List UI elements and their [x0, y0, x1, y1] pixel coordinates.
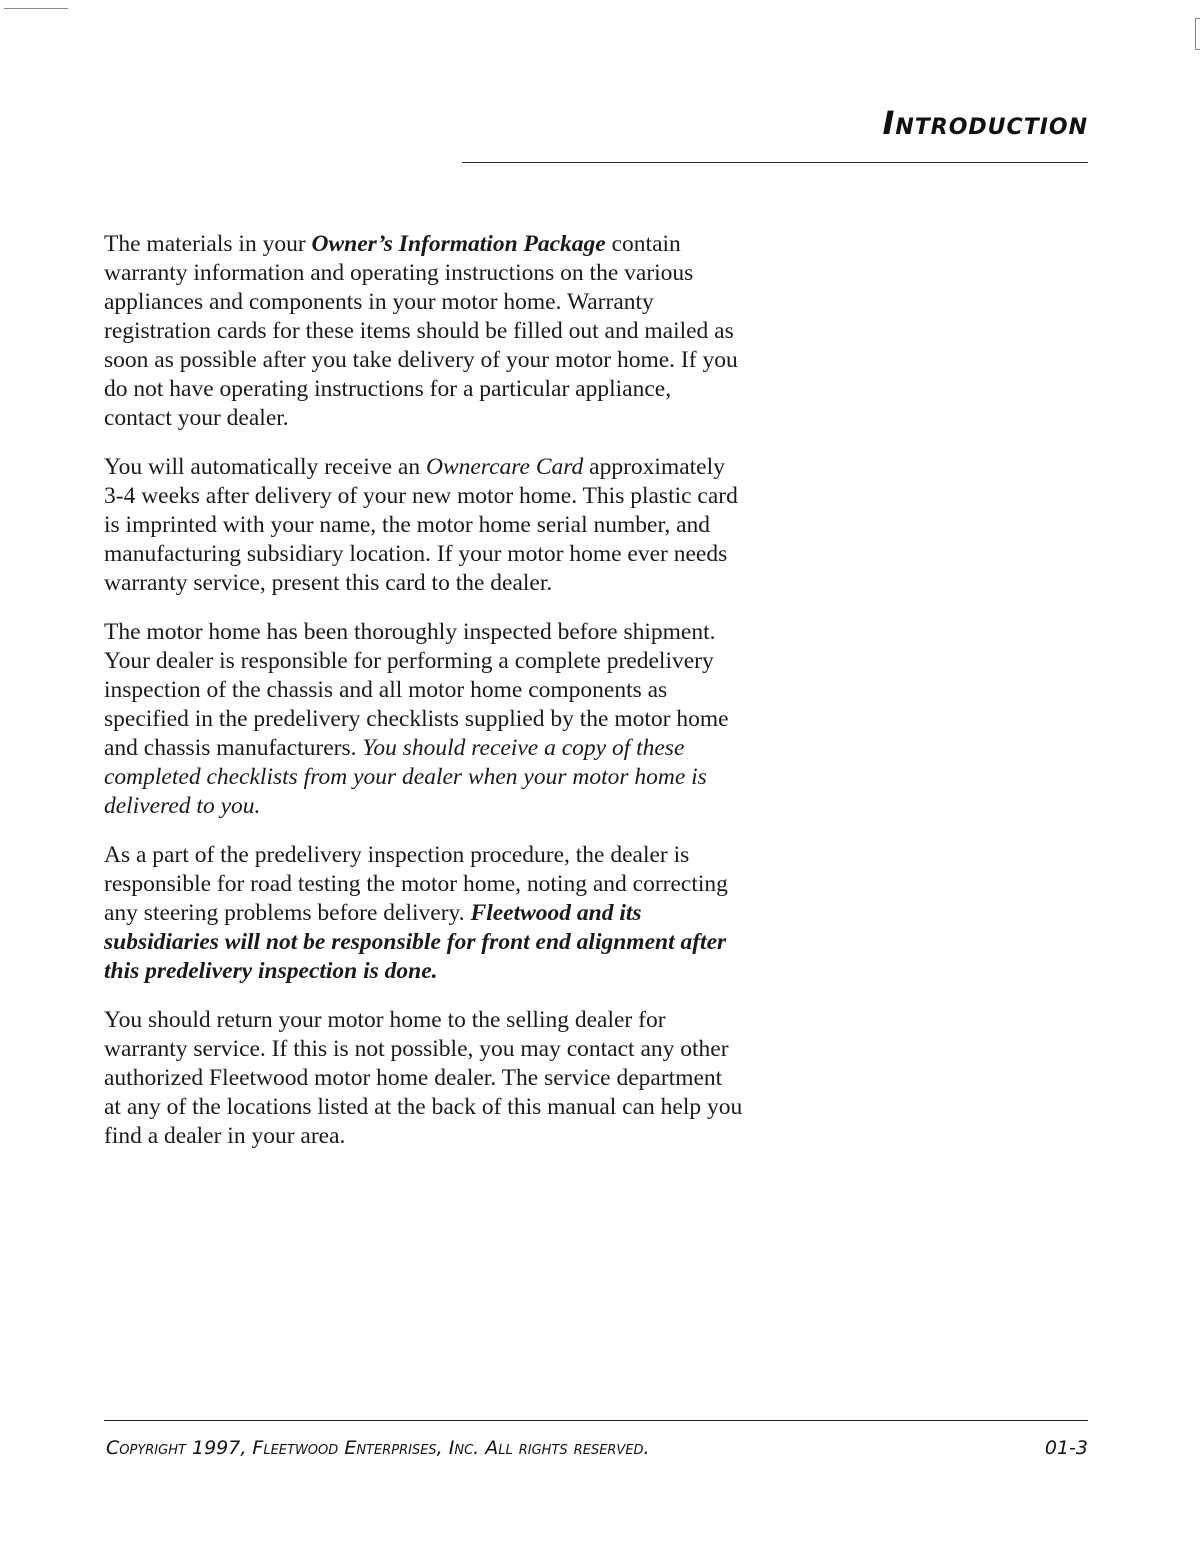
scan-artifact-right: [1195, 18, 1200, 50]
paragraph-warranty-service: [104, 1006, 744, 1151]
page-number: 01-3: [1044, 1437, 1088, 1459]
heading-divider: [462, 162, 1088, 163]
scan-artifact-top: [4, 8, 68, 9]
body-content: [104, 230, 744, 1171]
emphasis-alignment-disclaimer: Fleetwood and its subsidiaries will not be responsible for front end alignment after this predelivery inspection is done.: [104, 900, 727, 984]
emphasis-owners-information-package: Owner’s Information Package: [311, 231, 606, 257]
footer-divider: [104, 1420, 1088, 1421]
paragraph-road-testing: [104, 841, 744, 986]
paragraph-text: approximately 3-4 weeks after delivery of your new motor home. This plastic card is imprinted with your name, the motor home serial number, and manufacturing subsidiary location. If your motor home ever needs warranty service, present this card to the dealer.: [104, 454, 738, 596]
paragraph-text: As a part of the predelivery inspection procedure, the dealer is responsible for road testing the motor home, noting and correcting any steering problems before delivery.: [104, 842, 728, 926]
footer-copyright: Copyright 1997, Fleetwood Enterprises, Inc. All rights reserved.: [106, 1437, 650, 1459]
paragraph-text: You will automatically receive an: [104, 454, 426, 480]
paragraph-text: The motor home has been thoroughly inspected before shipment. Your dealer is responsible for performing a complete predelivery inspection of the chassis and all motor home components as specified in the predelivery checklists supplied by the motor home and chassis manufacturers.: [104, 619, 729, 761]
emphasis-checklists-note: You should receive a copy of these completed checklists from your dealer when your motor home is delivered to you.: [104, 735, 707, 819]
page-title: Introduction: [882, 104, 1088, 142]
paragraph-text: You should return your motor home to the selling dealer for warranty service. If this is not possible, you may contact any other authorized Fleetwood motor home dealer. The service department at any of the locations listed at the back of this manual can help you find a dealer in your area.: [104, 1007, 743, 1149]
emphasis-ownercare-card: Ownercare Card: [425, 454, 584, 480]
paragraph-owners-package: [104, 230, 744, 433]
paragraph-text: The materials in your: [104, 231, 312, 257]
paragraph-ownercare-card: [104, 453, 744, 598]
paragraph-predelivery-inspection: [104, 618, 744, 821]
paragraph-text: contain warranty information and operating instructions on the various appliances and components in your motor home. Warranty registration cards for these items should be filled out and mailed as soon as possible after you take delivery of your motor home. If you do not have operating instructions for a particular appliance, contact your dealer.: [104, 231, 738, 431]
